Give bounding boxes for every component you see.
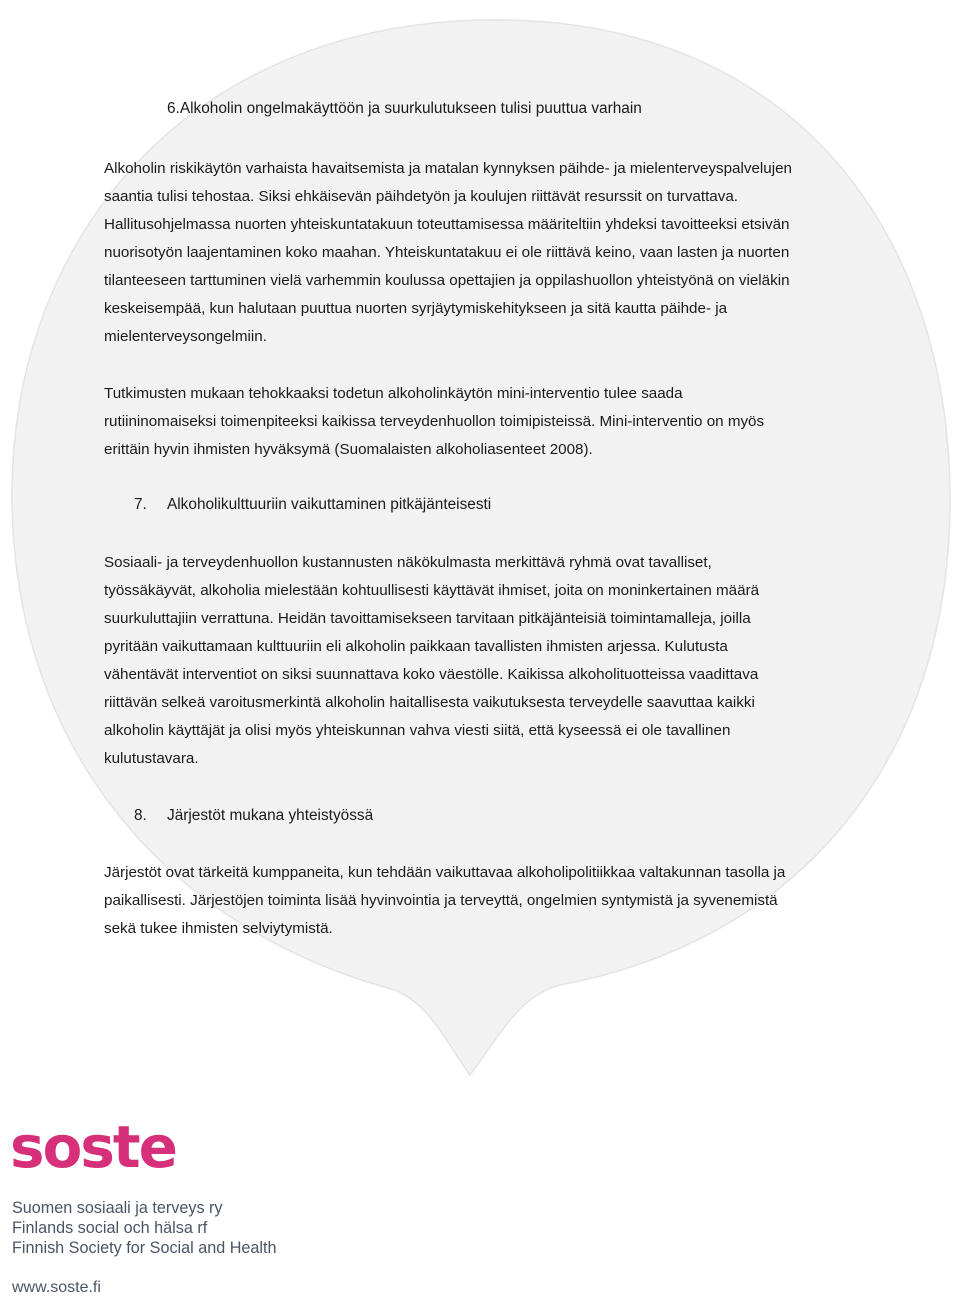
text-line: keskeisempää, kun halutaan puuttua nuorten syrjäytymiskehitykseen ja sitä kautta päihde- ja (104, 300, 728, 317)
text-line: työssäkäyvät, alkoholia mielestään kohtuullisesti käyttävät ihmiset, joita on moninkertainen määrä (104, 582, 760, 599)
text-line: sekä tukee ihmisten selviytymistä. (104, 920, 333, 937)
section-7-number: 7. (134, 496, 147, 513)
org-name-sv: Finlands social och hälsa rf (12, 1219, 208, 1237)
text-line: nuorisotyön laajentaminen koko maahan. Yhteiskuntatakuu ei ole riittävä keino, vaan lasten ja nuorten (104, 244, 790, 261)
section-6-heading (167, 98, 642, 120)
text-line: kulutustavara. (104, 750, 199, 767)
section-7-heading-text: Alkoholikulttuuriin vaikuttaminen pitkäjänteisesti (167, 496, 492, 513)
text-line: mielenterveysongelmiin. (104, 328, 267, 345)
org-name-fi: Suomen sosiaali ja terveys ry (12, 1199, 223, 1217)
text-line: Alkoholin riskikäytön varhaista havaitsemista ja matalan kynnyksen päihde- ja mielenterveyspalvelujen (104, 160, 793, 177)
text-line: tilanteeseen tarttuminen vielä varhemmin koulussa opettajien ja oppilashuollon yhteistyönä on vieläkin (104, 272, 790, 289)
text-line: Järjestöt ovat tärkeitä kumppaneita, kun tehdään vaikuttavaa alkoholipolitiikkaa valtakunnan tasolla ja (104, 864, 786, 881)
soste-logo-wordmark: soste (10, 1113, 176, 1181)
section-6-heading-text: 6.Alkoholin ongelmakäyttöön ja suurkulutukseen tulisi puuttua varhain (167, 100, 642, 117)
section-7-heading (134, 494, 491, 516)
text-line: alkoholin käyttäjät ja olisi myös yhteiskunnan vahva viesti siitä, että kyseessä ei ole tavallinen (104, 722, 731, 739)
website-link[interactable]: www.soste.fi (12, 1279, 101, 1296)
section-8-heading-text: Järjestöt mukana yhteistyössä (167, 807, 374, 824)
text-line: riittävän selkeä varoitusmerkintä alkoholin haitallisesta vaikutuksesta terveydelle saavuttaa kaikki (104, 694, 755, 711)
text-line: paikallisesti. Järjestöjen toiminta lisää hyvinvointia ja terveyttä, ongelmien syntymistä ja syvenemistä (104, 892, 778, 909)
text-line: pyritään vaikuttamaan kulttuuriin eli alkoholin paikkaan tavallisten ihmisten arjessa. Kulutusta (104, 638, 728, 655)
text-line: saantia tulisi tehostaa. Siksi ehkäisevän päihdetyön ja koulujen riittävät resurssit on turvattava. (104, 188, 739, 205)
org-name-en: Finnish Society for Social and Health (12, 1239, 277, 1257)
section-6-paragraph-2 (104, 380, 864, 464)
text-line: Tutkimusten mukaan tehokkaaksi todetun alkoholinkäytön mini-interventio tulee saada (104, 385, 683, 402)
text-line: Sosiaali- ja terveydenhuollon kustannusten näkökulmasta merkittävä ryhmä ovat tavalliset, (104, 554, 712, 571)
soste-logo (10, 1113, 176, 1181)
section-8-paragraph (104, 859, 864, 943)
section-6-paragraph-1 (104, 155, 864, 351)
section-7-paragraph (104, 549, 864, 773)
section-8-number: 8. (134, 807, 147, 824)
text-line: rutiininomaiseksi toimenpiteeksi kaikissa terveydenhuollon toimipisteissä. Mini-interventio on myös (104, 413, 765, 430)
section-8-heading (134, 805, 373, 827)
text-line: erittäin hyvin ihmisten hyväksymä (Suomalaisten alkoholiasenteet 2008). (104, 441, 593, 458)
text-line: suurkuluttajiin verrattuna. Heidän tavoittamisekseen tarvitaan pitkäjänteisiä toimintamalleja, joilla (104, 610, 751, 627)
text-line: vähentävät interventiot on siksi suunnattava koko väestölle. Kaikissa alkoholituotteissa vaadittava (104, 666, 759, 683)
text-line: Hallitusohjelmassa nuorten yhteiskuntatakuun toteuttamisessa määriteltiin yhdeksi tavoitteeksi etsivän (104, 216, 790, 233)
